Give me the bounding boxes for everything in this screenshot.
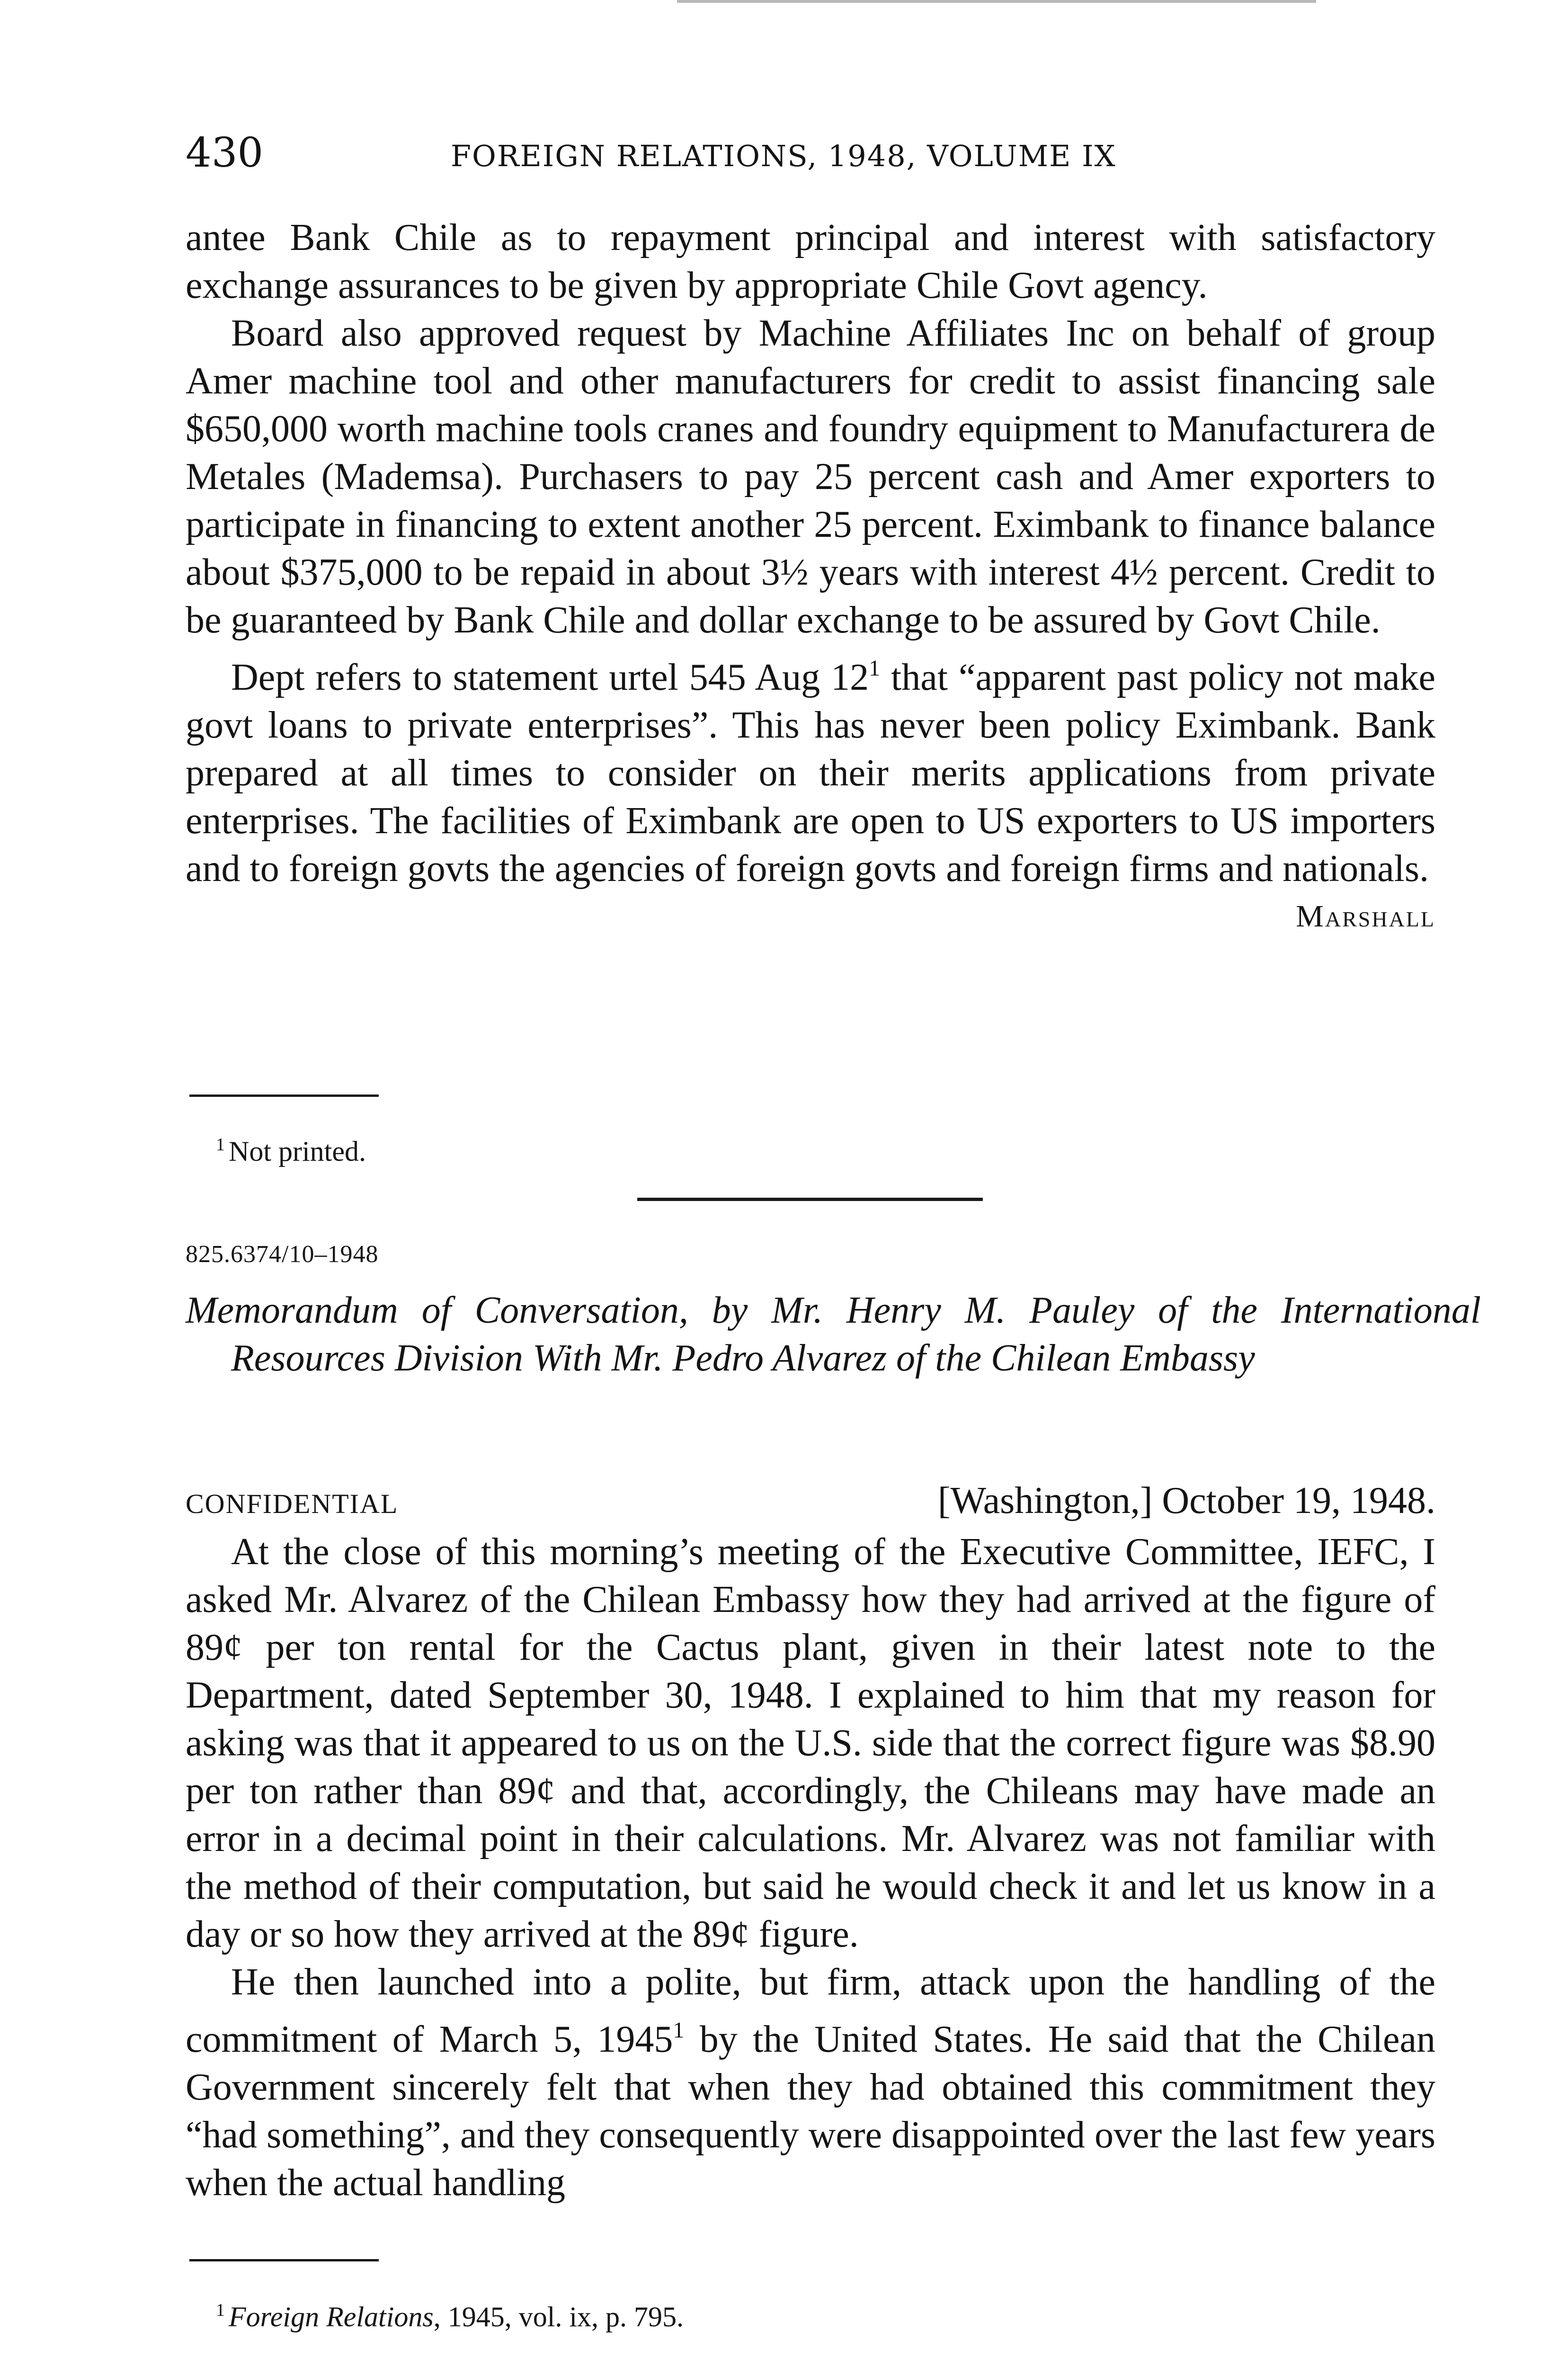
page-number: 430 xyxy=(186,129,264,177)
dateline: [Washington,] October 19, 1948. xyxy=(937,1480,1435,1522)
footnote-rule-2 xyxy=(189,2259,379,2261)
memo-paragraph-2 xyxy=(186,1958,1435,2207)
section-divider xyxy=(637,1198,983,1201)
classification-label: CONFIDENTIAL xyxy=(186,1488,399,1519)
signature: Marshall xyxy=(1296,899,1435,934)
memo-paragraph-2-lead: He then launched into a polite, but firm, attack upon the handling of the commitment of March 5, 1945 xyxy=(186,1961,1435,2060)
telegram-body xyxy=(186,214,1435,940)
footnote-ref: 1 xyxy=(673,2018,685,2043)
memorandum-body xyxy=(186,1528,1435,2207)
paragraph-3-lead: Dept refers to statement urtel 545 Aug 12 xyxy=(231,657,869,698)
paragraph-2: Board also approved request by Machine Affiliates Inc on behalf of group Amer machine tool and other manufacturers for credit to assist financing sale $650,000 worth machine tools cranes and foundry equipment to Manufacturera de Metales (Mademsa). Purchasers to pay 25 percent cash and Amer exporters to participate in financing to extent another 25 percent. Eximbank to finance balance about $375,000 to be repaid in about 3½ years with interest 4½ percent. Credit to be guaranteed by Bank Chile and dollar exchange to be assured by Govt Chile. xyxy=(186,312,1435,641)
file-number: 825.6374/10–1948 xyxy=(186,1241,379,1268)
paragraph-3 xyxy=(186,644,1435,893)
paragraph-3-rest: that “apparent past policy not make govt loans to private enterprises”. This has never been policy Eximbank. Bank prepared at all times to consider on their merits applications from private enterprises. The facilities of Eximbank are open to US exporters to US importers and to foreign govts the agencies of foreign govts and foreign firms and nationals. xyxy=(186,657,1436,890)
footnote-ref: 1 xyxy=(869,656,881,681)
footnote-1 xyxy=(216,1126,366,1170)
top-edge-rule xyxy=(677,0,1316,3)
footnote-citation: , 1945, vol. ix, p. 795. xyxy=(433,2301,684,2332)
classification-dateline xyxy=(186,1477,1435,1524)
footnote-marker: 1 xyxy=(216,1135,225,1155)
footnote-italic-title: Foreign Relations xyxy=(229,2301,434,2332)
paragraph-1: antee Bank Chile as to repayment principal and interest with satisfactory exchange assurances to be given by appropriate Chile Govt agency. xyxy=(186,217,1435,306)
running-head-title: FOREIGN RELATIONS, 1948, VOLUME IX xyxy=(451,139,1116,173)
document-title: Memorandum of Conversation, by Mr. Henry M. Pauley of the International Resources Division With Mr. Pedro Alvarez of the Chilean Embassy xyxy=(186,1290,1481,1379)
footnote-rule-1 xyxy=(189,1095,379,1097)
footnote-marker: 1 xyxy=(216,2300,225,2320)
footnote-2 xyxy=(216,2291,684,2336)
footnote-text: Not printed. xyxy=(229,1136,366,1167)
running-head xyxy=(186,127,1435,179)
memo-paragraph-2-rest: by the United States. He said that the Chilean Government sincerely felt that when they had obtained this commitment they “had something”, and they consequently were disappointed over the last few years when the actual handling xyxy=(186,2019,1436,2204)
memo-paragraph-1: At the close of this morning’s meeting of the Executive Committee, IEFC, I asked Mr. Alvarez of the Chilean Embassy how they had arrived at the figure of 89¢ per ton rental for the Cactus plant, given in their latest note to the Department, dated September 30, 1948. I explained to him that my reason for asking was that it appeared to us on the U.S. side that the correct figure was $8.90 per ton rather than 89¢ and that, accordingly, the Chileans may have made an error in a decimal point in their calculations. Mr. Alvarez was not familiar with the method of their computation, but said he would check it and let us know in a day or so how they arrived at the 89¢ figure. xyxy=(186,1531,1435,1955)
